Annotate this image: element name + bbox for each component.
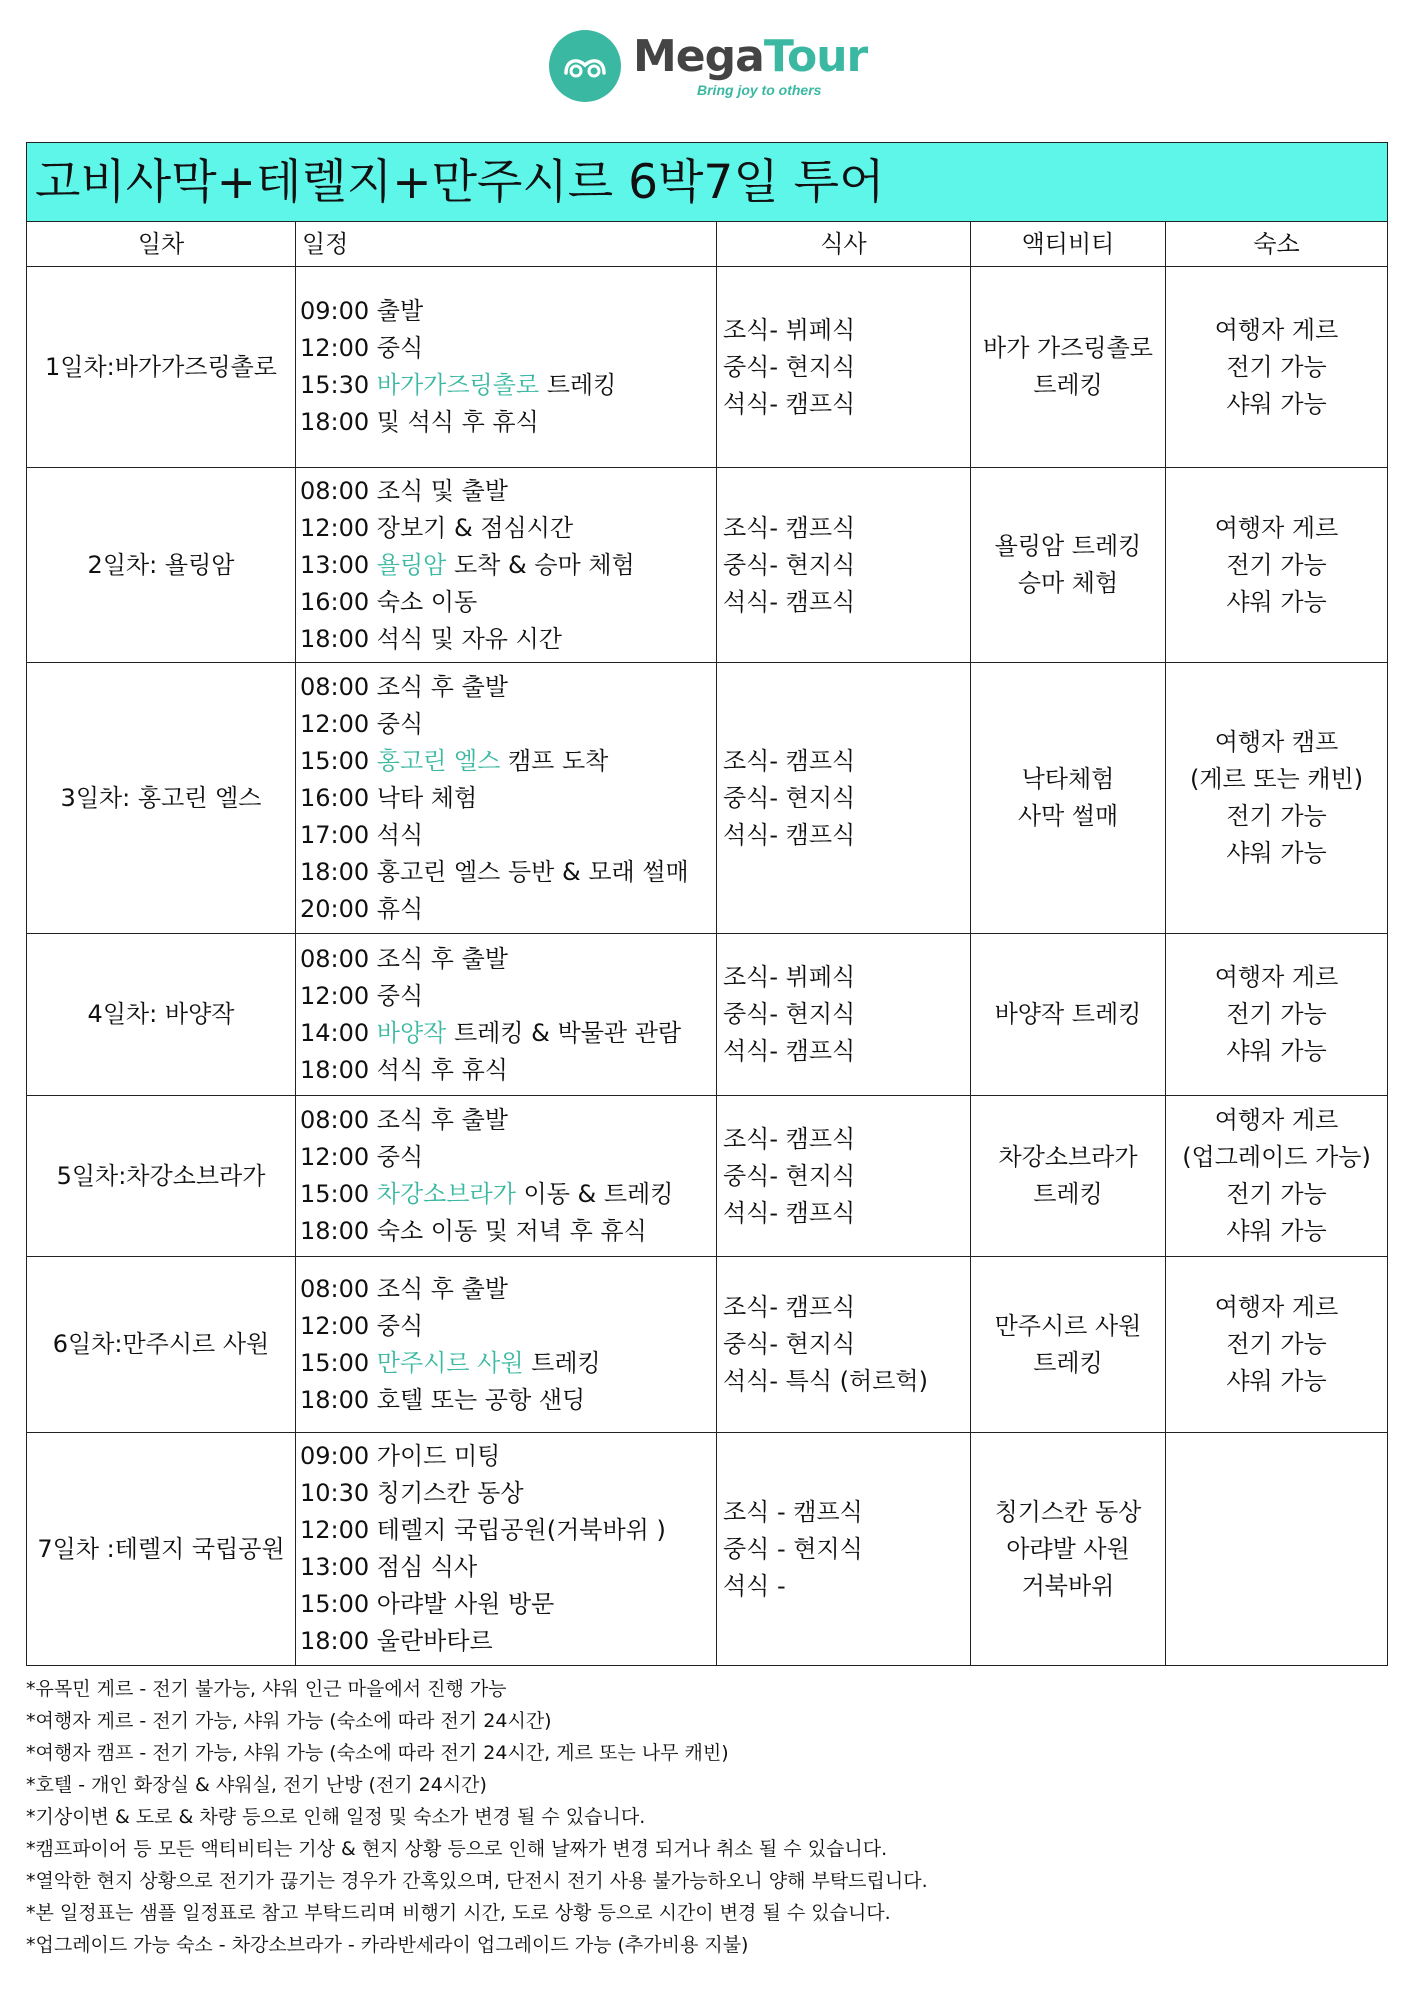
activity-line: 트레킹 bbox=[1033, 1348, 1103, 1377]
stay-line: 여행자 게르 bbox=[1214, 513, 1339, 542]
schedule-time: 16:00 bbox=[300, 587, 370, 616]
activity-line: 바양작 트레킹 bbox=[994, 1000, 1142, 1028]
stay-line: (게르 또는 캐빈) bbox=[1189, 765, 1364, 793]
activity-line: 거북바위 bbox=[1021, 1571, 1115, 1600]
schedule-line bbox=[300, 1623, 716, 1660]
schedule-time: 15:00 bbox=[300, 1180, 370, 1208]
stay-line: 샤워 가능 bbox=[1226, 1037, 1327, 1065]
activity-cell bbox=[971, 1257, 1166, 1433]
meal-line: 조식- 뷔페식 bbox=[723, 315, 856, 344]
schedule-text: 낙타 체험 bbox=[369, 783, 478, 812]
day-cell: 5일차:차강소브라가 bbox=[27, 1096, 296, 1257]
header-activity: 액티비티 bbox=[971, 222, 1166, 267]
schedule-time: 12:00 bbox=[300, 981, 370, 1010]
schedule-line bbox=[300, 743, 716, 780]
schedule-time: 12:00 bbox=[300, 1143, 370, 1171]
schedule-cell bbox=[296, 1257, 717, 1433]
schedule-text: 숙소 이동 bbox=[369, 587, 478, 616]
schedule-text: 칭기스칸 동상 bbox=[369, 1479, 524, 1507]
schedule-time: 18:00 bbox=[300, 1627, 370, 1655]
schedule-line bbox=[300, 293, 716, 330]
note-line: *열악한 현지 상황으로 전기가 끊기는 경우가 간혹있으며, 단전시 전기 사용 불가능하오니 양해 부탁드립니다. bbox=[26, 1870, 928, 1892]
meal-cell bbox=[717, 934, 971, 1096]
meal-cell bbox=[717, 468, 971, 663]
activity-line: 트레킹 bbox=[1033, 371, 1103, 399]
meal-line: 조식 - 캠프식 bbox=[723, 1497, 863, 1526]
schedule-cell bbox=[296, 267, 717, 468]
meal-cell bbox=[717, 267, 971, 468]
megatour-logo-icon bbox=[549, 30, 621, 102]
day-cell: 2일차: 욜링암 bbox=[27, 468, 296, 663]
schedule-text: 테렐지 국립공원(거북바위 ) bbox=[369, 1516, 666, 1544]
schedule-time: 15:00 bbox=[300, 1348, 370, 1377]
activity-line: 욜링암 트레킹 bbox=[994, 532, 1142, 560]
activity-line: 차강소브라가 bbox=[998, 1143, 1138, 1171]
meal-line: 중식- 현지식 bbox=[723, 352, 856, 381]
stay-line: 전기 가능 bbox=[1226, 550, 1327, 579]
schedule-time: 16:00 bbox=[300, 783, 370, 812]
schedule-line bbox=[300, 621, 716, 658]
day-cell: 3일차: 홍고린 엘스 bbox=[27, 663, 296, 934]
table-row bbox=[27, 934, 1388, 1096]
schedule-line bbox=[300, 547, 716, 584]
stay-line: 샤워 가능 bbox=[1226, 1367, 1327, 1395]
schedule-time: 13:00 bbox=[300, 550, 370, 579]
meal-line: 조식- 캠프식 bbox=[723, 1293, 856, 1321]
stay-cell bbox=[1166, 1096, 1388, 1257]
stay-line: 전기 가능 bbox=[1226, 1000, 1327, 1028]
meal-line: 중식- 현지식 bbox=[723, 550, 856, 579]
brand-logo bbox=[549, 30, 867, 102]
schedule-text: 트레킹 & 박물관 관람 bbox=[446, 1018, 682, 1047]
schedule-time: 14:00 bbox=[300, 1018, 370, 1047]
schedule-place: 만주시르 사원 bbox=[369, 1348, 524, 1377]
schedule-time: 18:00 bbox=[300, 1217, 370, 1245]
schedule-time: 08:00 bbox=[300, 944, 370, 973]
schedule-cell bbox=[296, 468, 717, 663]
schedule-time: 09:00 bbox=[300, 1442, 370, 1470]
schedule-line bbox=[300, 817, 716, 854]
stay-line: (업그레이드 가능) bbox=[1182, 1143, 1371, 1171]
schedule-time: 13:00 bbox=[300, 1553, 370, 1581]
day-cell: 7일차 :테렐지 국립공원 bbox=[27, 1433, 296, 1666]
note-line: *여행자 캠프 - 전기 가능, 샤워 가능 (숙소에 따라 전기 24시간, 게르 또는 나무 캐빈) bbox=[26, 1742, 729, 1764]
schedule-line bbox=[300, 706, 716, 743]
stay-cell bbox=[1166, 267, 1388, 468]
schedule-place: 욜링암 bbox=[369, 550, 447, 579]
schedule-time: 08:00 bbox=[300, 476, 370, 505]
stay-line: 샤워 가능 bbox=[1226, 839, 1327, 867]
schedule-time: 12:00 bbox=[300, 1311, 370, 1340]
schedule-line bbox=[300, 1139, 716, 1176]
schedule-text: 점심 식사 bbox=[369, 1553, 478, 1581]
schedule-text: 울란바타르 bbox=[369, 1627, 493, 1655]
stay-line: 샤워 가능 bbox=[1226, 1217, 1327, 1245]
table-row bbox=[27, 267, 1388, 468]
schedule-line bbox=[300, 473, 716, 510]
schedule-line bbox=[300, 1271, 716, 1308]
schedule-text: 조식 및 출발 bbox=[369, 476, 508, 505]
activity-cell bbox=[971, 1433, 1166, 1666]
schedule-line bbox=[300, 1586, 716, 1623]
schedule-cell bbox=[296, 1096, 717, 1257]
note-line: *업그레이드 가능 숙소 - 차강소브라가 - 카라반세라이 업그레이드 가능 (추가비용 지불) bbox=[26, 1934, 749, 1956]
schedule-line bbox=[300, 1052, 716, 1089]
schedule-line bbox=[300, 1382, 716, 1419]
schedule-text: 휴식 bbox=[369, 894, 424, 923]
schedule-place: 바양작 bbox=[369, 1018, 447, 1047]
meal-line: 중식 - 현지식 bbox=[723, 1534, 863, 1563]
schedule-time: 15:30 bbox=[300, 371, 370, 399]
schedule-text: 가이드 미팅 bbox=[369, 1442, 501, 1470]
meal-line: 석식- 캠프식 bbox=[723, 389, 856, 418]
meal-line: 중식- 현지식 bbox=[723, 1000, 856, 1028]
note-line: *캠프파이어 등 모든 액티비티는 기상 & 현지 상황 등으로 인해 날짜가 변경 되거나 취소 될 수 있습니다. bbox=[26, 1838, 888, 1860]
stay-line: 전기 가능 bbox=[1226, 1180, 1327, 1208]
schedule-text: 홍고린 엘스 등반 & 모래 썰매 bbox=[369, 857, 689, 886]
stay-cell bbox=[1166, 934, 1388, 1096]
schedule-text: 캠프 도착 bbox=[500, 746, 609, 775]
meal-cell bbox=[717, 1433, 971, 1666]
stay-cell bbox=[1166, 468, 1388, 663]
schedule-line bbox=[300, 1512, 716, 1549]
brand-tagline: Bring joy to others bbox=[697, 82, 822, 98]
schedule-text: 조식 후 출발 bbox=[369, 1274, 508, 1303]
schedule-time: 18:00 bbox=[300, 857, 370, 886]
schedule-time: 12:00 bbox=[300, 513, 370, 542]
schedule-time: 15:00 bbox=[300, 746, 370, 775]
meal-line: 석식- 캠프식 bbox=[723, 1198, 856, 1227]
activity-line: 승마 체험 bbox=[1017, 569, 1119, 597]
schedule-text: 출발 bbox=[369, 297, 424, 325]
activity-line: 트레킹 bbox=[1033, 1180, 1103, 1208]
schedule-line bbox=[300, 1475, 716, 1512]
schedule-line bbox=[300, 1015, 716, 1052]
activity-cell bbox=[971, 934, 1166, 1096]
stay-cell bbox=[1166, 1257, 1388, 1433]
schedule-text: 트레킹 bbox=[539, 371, 617, 399]
schedule-text: 조식 후 출발 bbox=[369, 944, 508, 973]
activity-cell bbox=[971, 1096, 1166, 1257]
meal-line: 조식- 뷔페식 bbox=[723, 963, 856, 991]
stay-line: 여행자 게르 bbox=[1214, 963, 1339, 991]
note-line: *호텔 - 개인 화장실 & 샤워실, 전기 난방 (전기 24시간) bbox=[26, 1774, 487, 1796]
day-cell: 4일차: 바양작 bbox=[27, 934, 296, 1096]
note-line: *본 일정표는 샘플 일정표로 참고 부탁드리며 비행기 시간, 도로 상황 등으로 시간이 변경 될 수 있습니다. bbox=[26, 1902, 891, 1924]
tour-title: 고비사막+테렐지+만주시르 6박7일 투어 bbox=[27, 143, 1388, 222]
tour-itinerary-table bbox=[26, 142, 1388, 1666]
day-cell: 6일차:만주시르 사원 bbox=[27, 1257, 296, 1433]
schedule-line bbox=[300, 1102, 716, 1139]
schedule-text: 중식 bbox=[369, 334, 424, 362]
stay-line: 샤워 가능 bbox=[1226, 587, 1327, 616]
stay-line: 여행자 캠프 bbox=[1214, 728, 1339, 756]
schedule-time: 08:00 bbox=[300, 1274, 370, 1303]
schedule-line bbox=[300, 1345, 716, 1382]
schedule-line bbox=[300, 941, 716, 978]
activity-line: 사막 썰매 bbox=[1017, 802, 1119, 830]
meal-line: 조식- 캠프식 bbox=[723, 513, 856, 542]
activity-cell bbox=[971, 468, 1166, 663]
header-day: 일차 bbox=[27, 222, 296, 267]
schedule-text: 숙소 이동 및 저녁 후 휴식 bbox=[369, 1217, 647, 1245]
schedule-line bbox=[300, 1213, 716, 1250]
schedule-text: 도착 & 승마 체험 bbox=[446, 550, 635, 579]
meal-cell bbox=[717, 663, 971, 934]
schedule-line bbox=[300, 330, 716, 367]
schedule-text: 중식 bbox=[369, 1311, 424, 1340]
stay-line: 전기 가능 bbox=[1226, 802, 1327, 830]
schedule-line bbox=[300, 1308, 716, 1345]
schedule-time: 09:00 bbox=[300, 297, 370, 325]
activity-line: 칭기스칸 동상 bbox=[994, 1497, 1142, 1526]
schedule-text: 및 석식 후 휴식 bbox=[369, 408, 539, 436]
schedule-time: 18:00 bbox=[300, 408, 370, 436]
schedule-text: 석식 및 자유 시간 bbox=[369, 624, 562, 653]
schedule-time: 18:00 bbox=[300, 624, 370, 653]
schedule-line bbox=[300, 854, 716, 891]
schedule-place: 홍고린 엘스 bbox=[369, 746, 501, 775]
schedule-time: 08:00 bbox=[300, 672, 370, 701]
activity-line: 낙타체험 bbox=[1021, 765, 1115, 793]
meal-line: 중식- 현지식 bbox=[723, 1330, 856, 1358]
activity-line: 바가 가즈링촐로 bbox=[983, 334, 1153, 362]
schedule-line bbox=[300, 1176, 716, 1213]
stay-line: 샤워 가능 bbox=[1226, 389, 1327, 418]
schedule-line bbox=[300, 891, 716, 928]
meal-cell bbox=[717, 1257, 971, 1433]
activity-line: 아랴발 사원 bbox=[1006, 1534, 1130, 1563]
meal-cell bbox=[717, 1096, 971, 1257]
schedule-time: 08:00 bbox=[300, 1106, 370, 1134]
table-row bbox=[27, 1096, 1388, 1257]
meal-line: 석식- 특식 (허르헉) bbox=[723, 1367, 928, 1395]
meal-line: 조식- 캠프식 bbox=[723, 1124, 856, 1153]
schedule-line bbox=[300, 367, 716, 404]
schedule-text: 석식 후 휴식 bbox=[369, 1055, 508, 1084]
schedule-line bbox=[300, 978, 716, 1015]
header-meal: 식사 bbox=[717, 222, 971, 267]
schedule-time: 20:00 bbox=[300, 894, 370, 923]
schedule-time: 10:30 bbox=[300, 1479, 370, 1507]
schedule-time: 18:00 bbox=[300, 1055, 370, 1084]
schedule-text: 중식 bbox=[369, 1143, 424, 1171]
schedule-line bbox=[300, 404, 716, 441]
schedule-time: 15:00 bbox=[300, 1590, 370, 1618]
schedule-text: 조식 후 출발 bbox=[369, 672, 508, 701]
schedule-text: 중식 bbox=[369, 981, 424, 1010]
schedule-line bbox=[300, 510, 716, 547]
meal-line: 중식- 현지식 bbox=[723, 783, 856, 812]
brand-name: MegaTour bbox=[633, 31, 868, 82]
schedule-time: 12:00 bbox=[300, 1516, 370, 1544]
schedule-time: 12:00 bbox=[300, 334, 370, 362]
stay-line: 여행자 게르 bbox=[1214, 1293, 1339, 1321]
note-line: *유목민 게르 - 전기 불가능, 샤워 인근 마을에서 진행 가능 bbox=[26, 1678, 507, 1700]
schedule-time: 12:00 bbox=[300, 709, 370, 738]
activity-line: 만주시르 사원 bbox=[994, 1311, 1142, 1340]
schedule-time: 18:00 bbox=[300, 1385, 370, 1414]
table-row bbox=[27, 1433, 1388, 1666]
meal-line: 석식- 캠프식 bbox=[723, 587, 856, 616]
note-line: *기상이변 & 도로 & 차량 등으로 인해 일정 및 숙소가 변경 될 수 있습니다. bbox=[26, 1806, 646, 1828]
schedule-cell bbox=[296, 1433, 717, 1666]
schedule-place: 바가가즈링촐로 bbox=[369, 371, 540, 399]
schedule-place: 차강소브라가 bbox=[369, 1180, 516, 1208]
schedule-time: 17:00 bbox=[300, 820, 370, 849]
schedule-text: 조식 후 출발 bbox=[369, 1106, 508, 1134]
stay-line: 전기 가능 bbox=[1226, 1330, 1327, 1358]
stay-cell bbox=[1166, 1433, 1388, 1666]
schedule-cell bbox=[296, 934, 717, 1096]
meal-line: 석식- 캠프식 bbox=[723, 1037, 856, 1065]
meal-line: 중식- 현지식 bbox=[723, 1161, 856, 1190]
schedule-text: 트레킹 bbox=[523, 1348, 601, 1377]
stay-line: 전기 가능 bbox=[1226, 352, 1327, 381]
note-line: *여행자 게르 - 전기 가능, 샤워 가능 (숙소에 따라 전기 24시간) bbox=[26, 1710, 552, 1732]
notes-section bbox=[26, 1673, 928, 1961]
schedule-line bbox=[300, 584, 716, 621]
schedule-line bbox=[300, 780, 716, 817]
table-row bbox=[27, 468, 1388, 663]
schedule-text: 석식 bbox=[369, 820, 424, 849]
day-cell: 1일차:바가가즈링촐로 bbox=[27, 267, 296, 468]
schedule-line bbox=[300, 1549, 716, 1586]
header-stay: 숙소 bbox=[1166, 222, 1388, 267]
stay-line: 여행자 게르 bbox=[1214, 315, 1339, 344]
meal-line: 석식 - bbox=[723, 1571, 786, 1600]
meal-line: 석식- 캠프식 bbox=[723, 820, 856, 849]
schedule-line bbox=[300, 669, 716, 706]
table-row bbox=[27, 663, 1388, 934]
schedule-text: 중식 bbox=[369, 709, 424, 738]
schedule-text: 이동 & 트레킹 bbox=[515, 1180, 674, 1208]
schedule-text: 장보기 & 점심시간 bbox=[369, 513, 574, 542]
schedule-text: 아랴발 사원 방문 bbox=[369, 1590, 555, 1618]
header-schedule: 일정 bbox=[296, 222, 717, 267]
meal-line: 조식- 캠프식 bbox=[723, 746, 856, 775]
schedule-line bbox=[300, 1438, 716, 1475]
schedule-cell bbox=[296, 663, 717, 934]
stay-cell bbox=[1166, 663, 1388, 934]
stay-line: 여행자 게르 bbox=[1214, 1106, 1339, 1134]
activity-cell bbox=[971, 663, 1166, 934]
table-header-row bbox=[27, 222, 1388, 267]
table-row bbox=[27, 1257, 1388, 1433]
activity-cell bbox=[971, 267, 1166, 468]
schedule-text: 호텔 또는 공항 샌딩 bbox=[369, 1385, 586, 1414]
